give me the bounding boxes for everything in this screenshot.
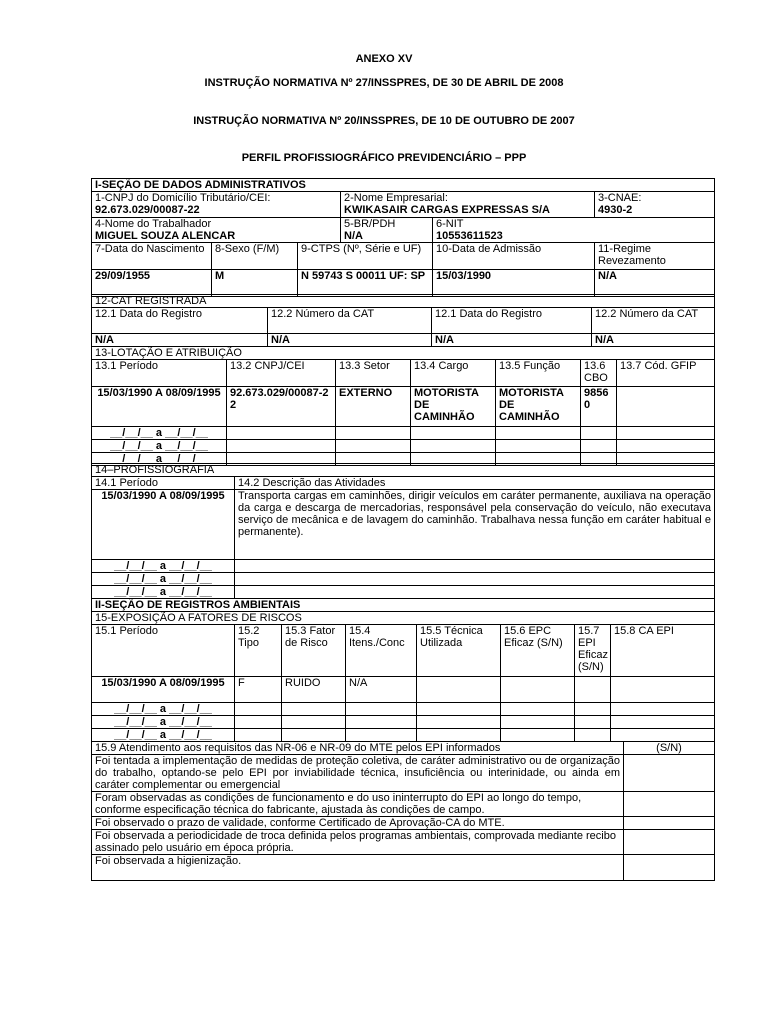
cnpj-label: 1-CNPJ do Domicílio Tributário/CEI:: [95, 192, 271, 204]
exp-blank-periodo: __/__/__ a __/__/__: [92, 716, 235, 729]
in27-title: INSTRUÇÃO NORMATIVA Nº 27/INSSPRES, DE 30 DE ABRIL DE 2008: [204, 77, 564, 89]
br-value: N/A: [344, 230, 363, 242]
exp-ca-header: 15.8 CA EPI: [611, 625, 715, 677]
exp-epi-header: 15.7 EPI Eficaz (S/N): [575, 625, 611, 677]
prof-descricao: Transporta cargas em caminhões, dirigir veículos em caráter permanente, auxiliava na operação da carga e descarga de mercadorias, responsável pela conservação do veículo, não executava serviço de mecânica e de lavagem do caminhão. Trabalhava nessa função em caráter habitual e permanente).: [235, 490, 715, 560]
admissao-label: 10-Data de Admissão: [433, 243, 595, 270]
exp-periodo-header: 15.1 Período: [92, 625, 235, 677]
exp-tecnica-header: 15.5 Técnica Utilizada: [417, 625, 501, 677]
sexo-label: 8-Sexo (F/M): [212, 243, 298, 270]
section-2-title: II-SEÇÃO DE REGISTROS AMBIENTAIS: [92, 599, 715, 612]
lot-cbo: 98560: [581, 387, 617, 427]
cat-registro-label: 12.1 Data do Registro: [92, 308, 268, 334]
ppp-title: PERFIL PROFISSIOGRÁFICO PREVIDENCIÁRIO – PPP: [241, 152, 527, 164]
annex-title: ANEXO XV: [355, 53, 413, 65]
exp-blank-periodo: __/__/__ a __/__/__: [92, 703, 235, 716]
nascimento-value: 29/09/1955: [92, 270, 212, 297]
req-funcionamento: Foram observadas as condições de funcionamento e do uso ininterrupto do EPI ao longo do tempo, conforme especificação técnica do fabricante, ajustada às condições de campo.: [92, 792, 624, 817]
exp-itens: N/A: [346, 677, 417, 703]
lot-cbo-header: 13.6 CBO: [581, 360, 617, 387]
lot-cnpj-header: 13.2 CNPJ/CEI: [227, 360, 336, 387]
prof-periodo-header: 14.1 Período: [92, 477, 235, 490]
cat-value-1: N/A: [92, 334, 268, 347]
lot-gfip-header: 13.7 Cód. GFIP: [617, 360, 715, 387]
sexo-value: M: [212, 270, 298, 297]
cat-table: [91, 294, 715, 347]
lot-cargo-header: 13.4 Cargo: [411, 360, 496, 387]
exp-fator: RUIDO: [282, 677, 346, 703]
nit-field: [433, 218, 715, 243]
cat-value-2: N/A: [268, 334, 432, 347]
nr-requisitos-table: [91, 741, 715, 881]
nascimento-label: 7-Data do Nascimento: [92, 243, 212, 270]
req-higienizacao: Foi observada a higienização.: [92, 855, 624, 881]
prof-blank-periodo: __/__/__ a __/__/__: [92, 573, 235, 586]
cat-numero-label: 12.2 Número da CAT: [268, 308, 432, 334]
trabalhador-value: MIGUEL SOUZA ALENCAR: [95, 230, 236, 242]
in20-title: INSTRUÇÃO NORMATIVA Nº 20/INSSPRES, DE 10 DE OUTUBRO DE 2007: [193, 115, 575, 127]
cnpj-value: 92.673.029/00087-22: [95, 204, 200, 216]
empresa-value: KWIKASAIR CARGAS EXPRESSAS S/A: [344, 204, 550, 216]
exp-tipo: F: [235, 677, 282, 703]
lot-blank-periodo: __/__/__ a __/__/__: [92, 440, 227, 453]
prof-periodo: 15/03/1990 A 08/09/1995: [92, 490, 235, 560]
exp-epc-header: 15.6 EPC Eficaz (S/N): [501, 625, 575, 677]
ctps-label: 9-CTPS (Nº, Série e UF): [298, 243, 433, 270]
cnae-field: [595, 192, 715, 218]
profissiografia-table: [91, 463, 715, 599]
prof-blank-periodo: __/__/__ a __/__/__: [92, 586, 235, 599]
admin-table: [91, 178, 715, 297]
trabalhador-label: 4-Nome do Trabalhador: [95, 218, 212, 230]
admissao-value: 15/03/1990: [433, 270, 595, 297]
section-1-title: I-SEÇÃO DE DADOS ADMINISTRATIVOS: [92, 179, 715, 192]
nit-value: 10553611523: [436, 230, 503, 242]
exp-periodo: 15/03/1990 A 08/09/1995: [92, 677, 235, 703]
lot-funcao-header: 13.5 Função: [496, 360, 581, 387]
nit-label: 6-NIT: [436, 218, 464, 230]
lot-gfip: [617, 387, 715, 427]
lot-periodo-header: 13.1 Período: [92, 360, 227, 387]
cat-value-4: N/A: [592, 334, 715, 347]
cat-value-3: N/A: [432, 334, 592, 347]
nr-sn: (S/N): [624, 742, 715, 755]
lot-cargo: MOTORISTA DE CAMINHÃO: [411, 387, 496, 427]
regime-value: N/A: [595, 270, 715, 297]
exposicao-title: 15-EXPOSIÇÃO A FATORES DE RISCOS: [92, 612, 715, 625]
cnpj-field: [92, 192, 341, 218]
cnae-label: 3-CNAE:: [598, 192, 642, 204]
lot-blank-periodo: __/__/__ a __/__/__: [92, 427, 227, 440]
lot-setor: EXTERNO: [336, 387, 411, 427]
exp-itens-header: 15.4 Itens./Conc: [346, 625, 417, 677]
exp-blank-periodo: __/__/__ a __/__/__: [92, 729, 235, 742]
lot-setor-header: 13.3 Setor: [336, 360, 411, 387]
prof-desc-header: 14.2 Descrição das Atividades: [235, 477, 715, 490]
lotacao-title: 13-LOTAÇÃO E ATRIBUIÇÃO: [92, 347, 715, 360]
req-validade: Foi observado o prazo de validade, conforme Certificado de Aprovação-CA do MTE.: [92, 817, 624, 830]
lot-funcao: MOTORISTA DE CAMINHÃO: [496, 387, 581, 427]
lot-periodo: 15/03/1990 A 08/09/1995: [92, 387, 227, 427]
ambientais-table: [91, 598, 715, 742]
cat-title: 12-CAT REGISTRADA: [92, 295, 715, 308]
exp-tipo-header: 15.2 Tipo: [235, 625, 282, 677]
ctps-value: N 59743 S 00011 UF: SP: [298, 270, 433, 297]
lot-blank-periodo: __/__/__ a __/__/__: [92, 453, 227, 466]
exp-fator-header: 15.3 Fator de Risco: [282, 625, 346, 677]
cnae-value: 4930-2: [598, 204, 633, 216]
lotacao-table: [91, 346, 715, 466]
empresa-label: 2-Nome Empresarial:: [344, 192, 448, 204]
lot-cnpj: 92.673.029/00087-22: [227, 387, 336, 427]
req-troca: Foi observada a periodicidade de troca definida pelos programas ambientais, comprovada mediante recibo assinado pelo usuário em época própria.: [92, 830, 624, 855]
profissiografia-title: 14–PROFISSIOGRAFIA: [92, 464, 715, 477]
cat-registro-label-2: 12.1 Data do Registro: [432, 308, 592, 334]
br-field: [341, 218, 433, 243]
nr-label: 15.9 Atendimento aos requisitos das NR-06 e NR-09 do MTE pelos EPI informados: [92, 742, 624, 755]
empresa-field: [341, 192, 595, 218]
cat-numero-label-2: 12.2 Número da CAT: [592, 308, 715, 334]
prof-blank-periodo: __/__/__ a __/__/__: [92, 560, 235, 573]
br-label: 5-BR/PDH: [344, 218, 396, 230]
req-protecao-coletiva: Foi tentada a implementação de medidas de proteção coletiva, de caráter administrativo ou de organização do trabalho, optando-se pelo EPI por inviabilidade técnica, insuficiência ou interinidade, ou ainda em caráter complementar ou emergencial: [92, 755, 624, 792]
regime-label: 11-Regime Revezamento: [595, 243, 715, 270]
trabalhador-field: [92, 218, 341, 243]
